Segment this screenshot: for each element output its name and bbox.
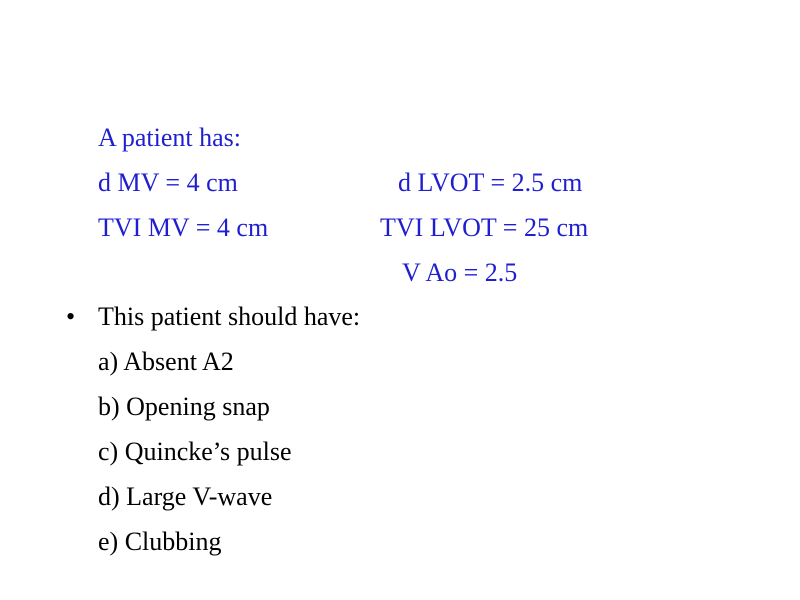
option-d: d) Large V-wave bbox=[98, 482, 273, 511]
given-d-mv: d MV = 4 cm bbox=[98, 168, 238, 197]
given-tvi-mv: TVI MV = 4 cm bbox=[98, 213, 269, 242]
given-d-lvot: d LVOT = 2.5 cm bbox=[398, 168, 583, 197]
option-c: c) Quincke’s pulse bbox=[98, 437, 292, 466]
given-intro: A patient has: bbox=[98, 123, 241, 152]
option-b: b) Opening snap bbox=[98, 392, 270, 421]
question-prompt: This patient should have: bbox=[98, 302, 361, 331]
given-v-ao: V Ao = 2.5 bbox=[402, 258, 518, 287]
option-a: a) Absent A2 bbox=[98, 347, 234, 376]
given-tvi-lvot: TVI LVOT = 25 cm bbox=[380, 213, 589, 242]
bullet-marker: • bbox=[66, 302, 76, 331]
option-e: e) Clubbing bbox=[98, 527, 222, 556]
